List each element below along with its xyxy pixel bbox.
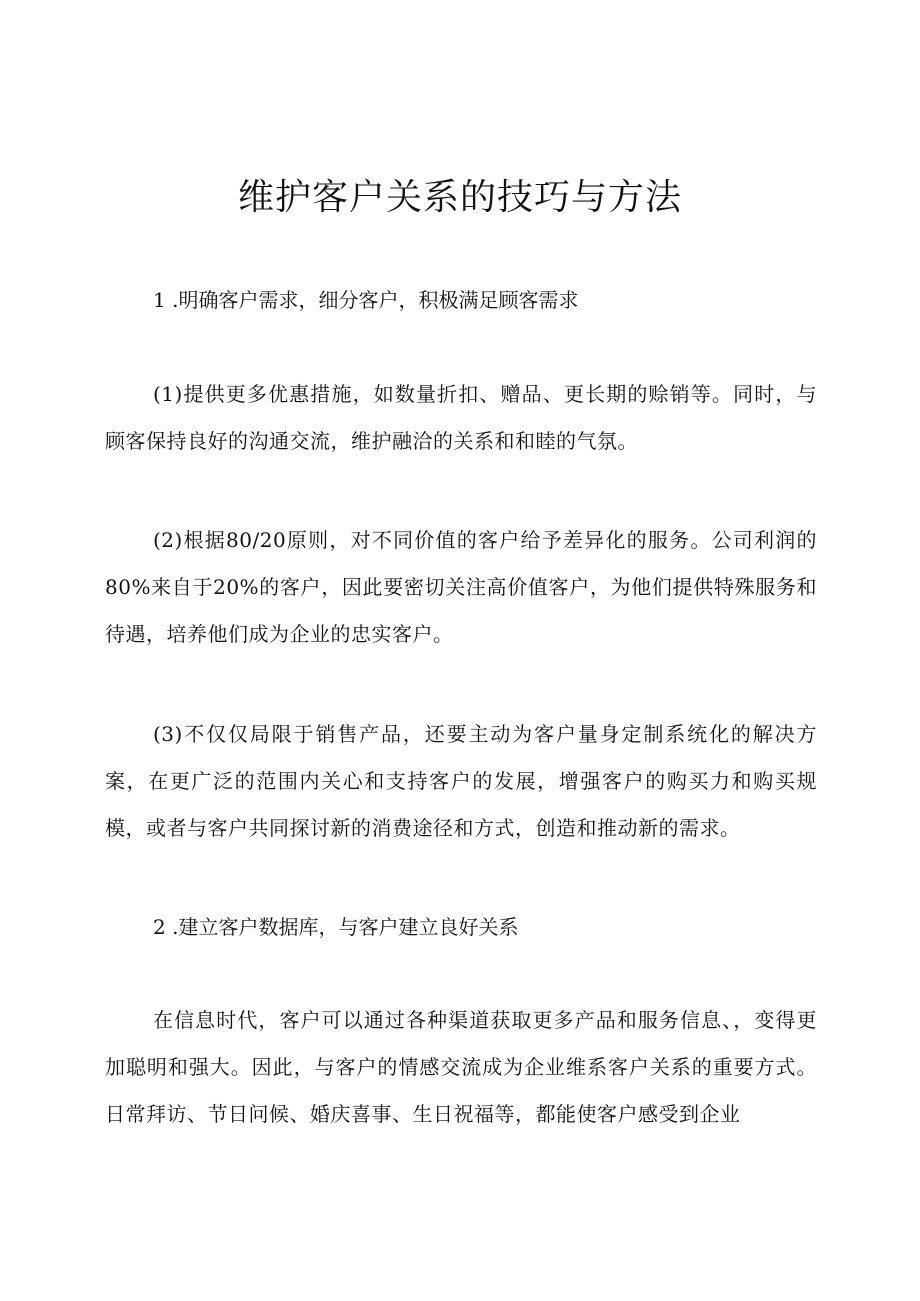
paragraph-1-1: (1)提供更多优惠措施，如数量折扣、赠品、更长期的赊销等。同时，与顾客保持良好的沟通交流，维护融洽的关系和和睦的气氛。 [105,382,817,453]
section-heading-1: 1 .明确客户需求，细分客户，积极满足顾客需求 [153,288,579,312]
document-title: 维护客户关系的技巧与方法 [237,177,682,218]
paragraph-1-2: (2)根据80/20原则，对不同价值的客户给予差异化的服务。公司利润的80%来自于20%的客户，因此要密切关注高价值客户，为他们提供特殊服务和待遇，培养他们成为企业的忠实客户。 [105,528,817,646]
paragraph-1-3: (3)不仅仅局限于销售产品，还要主动为客户量身定制系统化的解决方案，在更广泛的范围内关心和支持客户的发展，增强客户的购买力和购买规模，或者与客户共同探讨新的消费途径和方式，创造和推动新的需求。 [105,722,817,840]
paragraph-2-1: 在信息时代，客户可以通过各种渠道获取更多产品和服务信息、，变得更加聪明和强大。因此，与客户的情感交流成为企业维系客户关系的重要方式。日常拜访、节日问候、婚庆喜事、生日祝福等，都能使客户感受到企业 [105,1008,817,1126]
section-heading-2: 2 .建立客户数据库，与客户建立良好关系 [153,915,519,939]
